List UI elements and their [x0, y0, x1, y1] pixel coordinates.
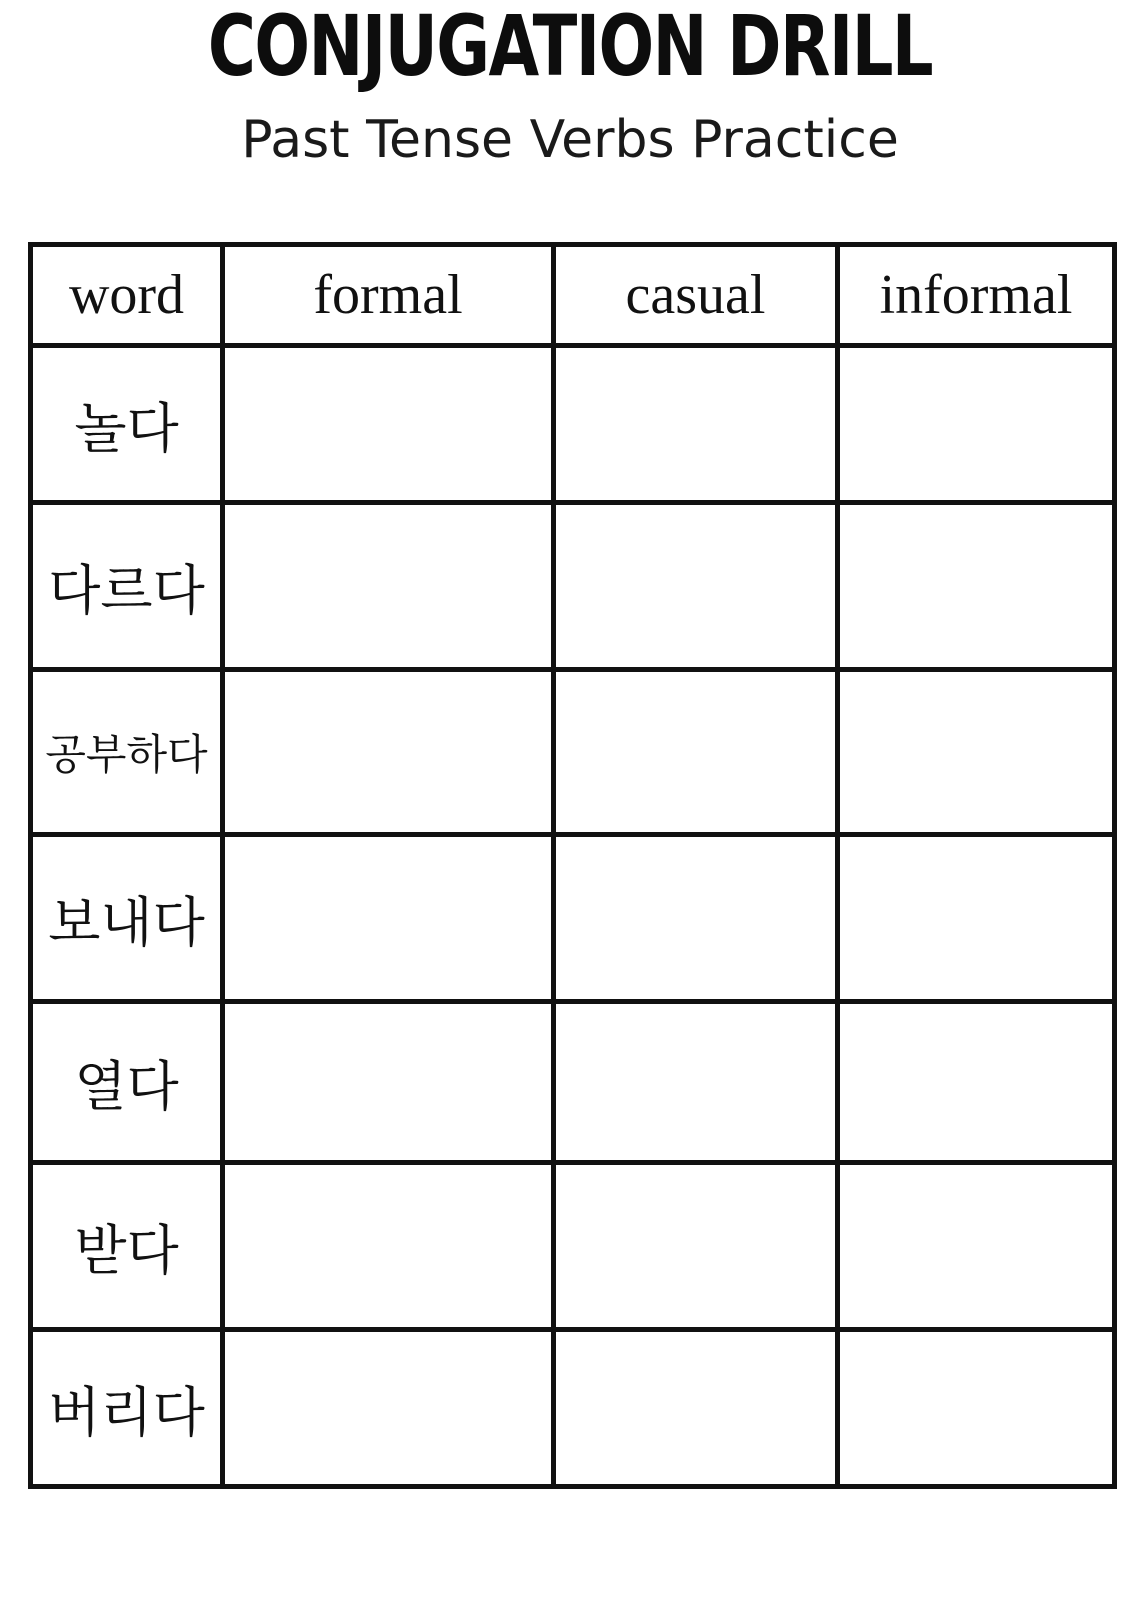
table-row	[31, 346, 1115, 503]
column-header-informal: informal	[838, 245, 1115, 346]
table-header-row	[31, 245, 1115, 346]
page-subtitle: Past Tense Verbs Practice	[241, 110, 899, 170]
casual-answer-cell[interactable]	[554, 835, 838, 1002]
casual-answer-cell[interactable]	[554, 670, 838, 835]
column-header-word: word	[31, 245, 223, 346]
formal-answer-cell[interactable]	[223, 835, 554, 1002]
informal-answer-cell[interactable]	[838, 835, 1115, 1002]
casual-answer-cell[interactable]	[554, 503, 838, 670]
table-row	[31, 670, 1115, 835]
informal-answer-cell[interactable]	[838, 670, 1115, 835]
formal-answer-cell[interactable]	[223, 503, 554, 670]
formal-answer-cell[interactable]	[223, 670, 554, 835]
informal-answer-cell[interactable]	[838, 1330, 1115, 1487]
casual-answer-cell[interactable]	[554, 1002, 838, 1163]
informal-answer-cell[interactable]	[838, 1002, 1115, 1163]
word-cell: 보내다	[31, 835, 223, 1002]
informal-answer-cell[interactable]	[838, 1163, 1115, 1330]
table-row	[31, 503, 1115, 670]
formal-answer-cell[interactable]	[223, 1330, 554, 1487]
word-cell: 놀다	[31, 346, 223, 503]
casual-answer-cell[interactable]	[554, 1163, 838, 1330]
informal-answer-cell[interactable]	[838, 346, 1115, 503]
table-row	[31, 1163, 1115, 1330]
word-cell: 다르다	[31, 503, 223, 670]
table-row	[31, 835, 1115, 1002]
formal-answer-cell[interactable]	[223, 1002, 554, 1163]
column-header-formal: formal	[223, 245, 554, 346]
table-row	[31, 1330, 1115, 1487]
informal-answer-cell[interactable]	[838, 503, 1115, 670]
casual-answer-cell[interactable]	[554, 346, 838, 503]
table-row	[31, 1002, 1115, 1163]
casual-answer-cell[interactable]	[554, 1330, 838, 1487]
formal-answer-cell[interactable]	[223, 346, 554, 503]
column-header-casual: casual	[554, 245, 838, 346]
conjugation-table	[28, 242, 1117, 1489]
word-cell: 공부하다	[31, 670, 223, 835]
word-cell: 열다	[31, 1002, 223, 1163]
page-title: CONJUGATION DRILL	[207, 0, 933, 95]
formal-answer-cell[interactable]	[223, 1163, 554, 1330]
word-cell: 받다	[31, 1163, 223, 1330]
word-cell: 버리다	[31, 1330, 223, 1487]
